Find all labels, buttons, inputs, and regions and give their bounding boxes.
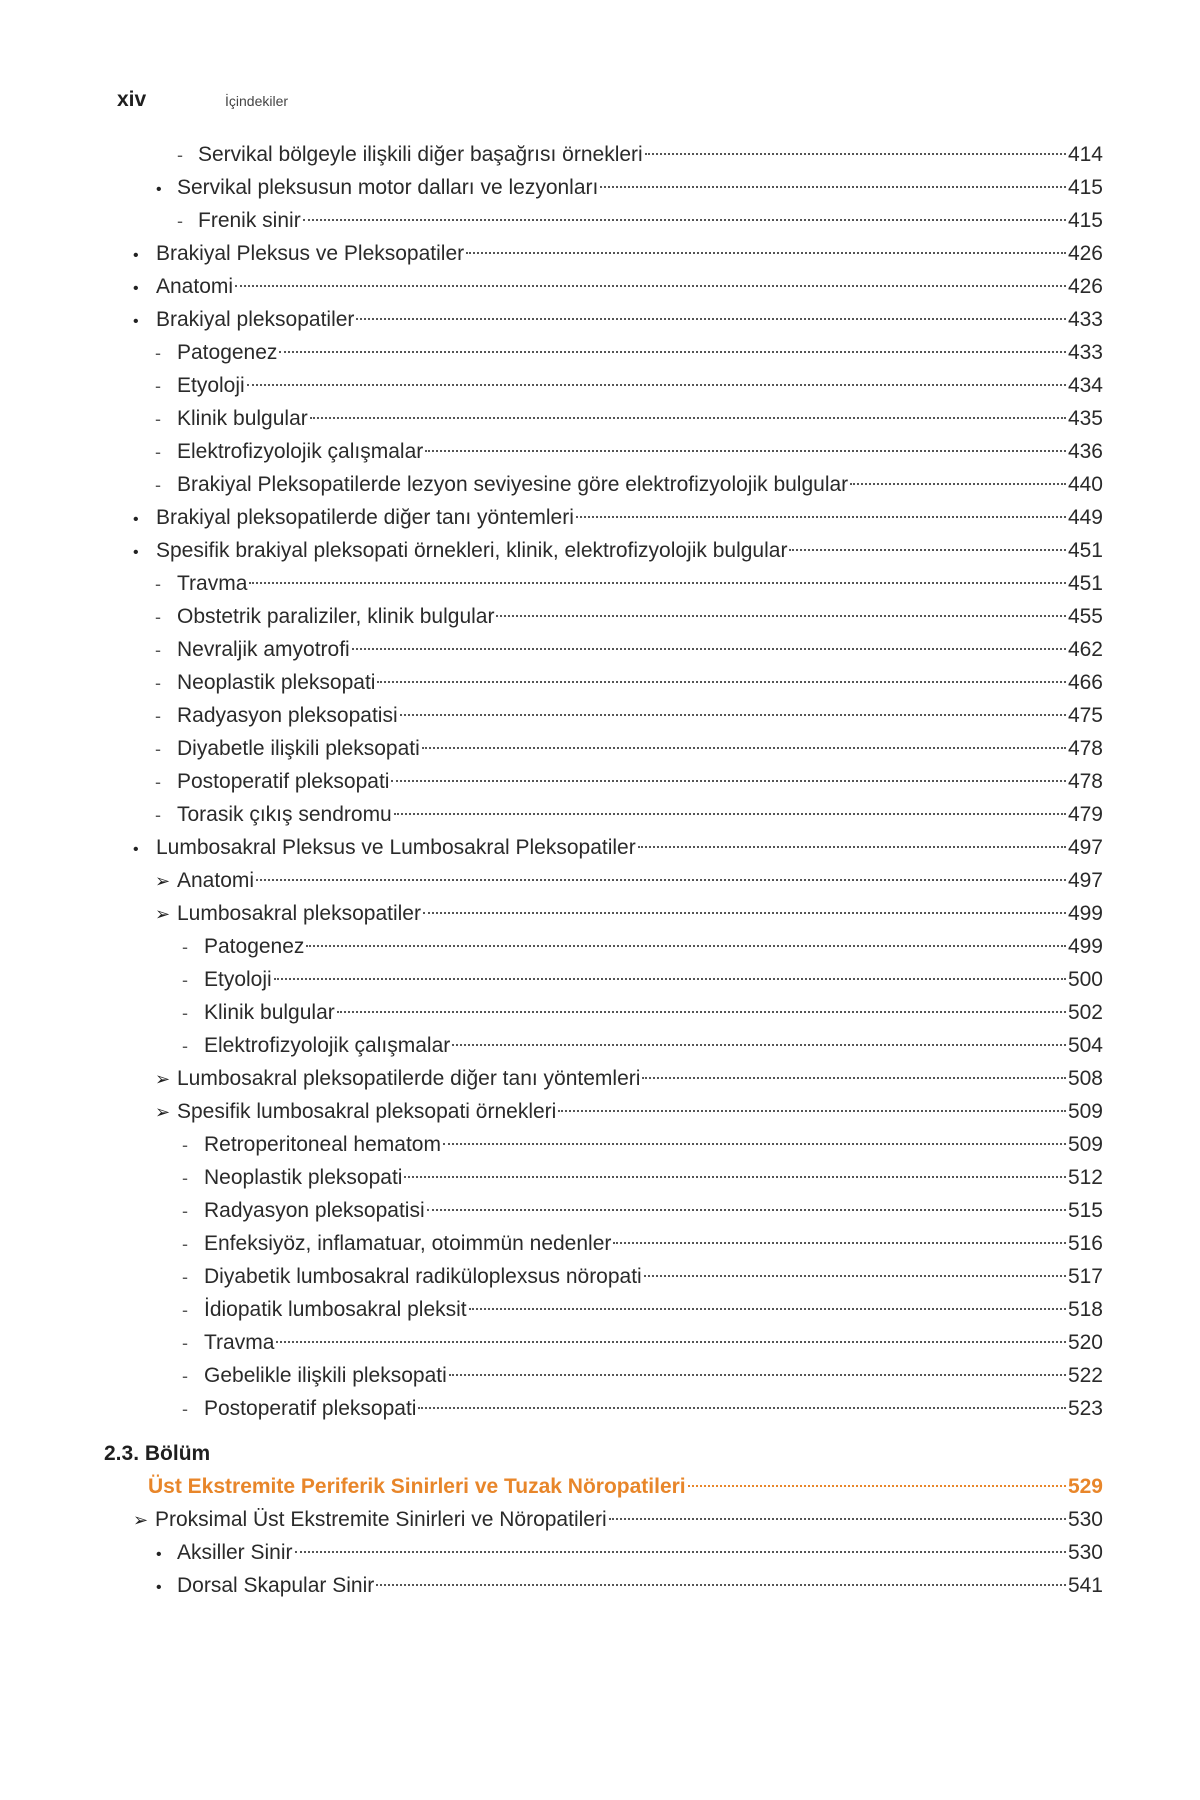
toc-entry-brakiyal-pleksopatilerde-lezyon-seviyesine-gore-elektrofizyolojik-bulgular[interactable] <box>0 468 1103 501</box>
arrow-marker: ➢ <box>155 871 171 891</box>
toc-entry-label: Neoplastik pleksopati <box>177 671 376 694</box>
toc-entry-servikal-pleksusun-motor-dallar-ve-lezyonlar[interactable] <box>0 171 1103 204</box>
dot-leader <box>235 285 1066 287</box>
toc-entry-label: Patogenez <box>177 341 278 364</box>
bullet-marker: • <box>133 280 139 297</box>
toc-entry-label: Torasik çıkış sendromu <box>177 803 392 826</box>
toc-entry-anatomi[interactable] <box>0 270 1103 303</box>
toc-entry-label: Dorsal Skapular Sinir <box>177 1574 375 1597</box>
toc-page-number: 541 <box>1067 1574 1103 1597</box>
toc-page-number: 479 <box>1067 803 1103 826</box>
toc-entry-label: Lumbosakral pleksopatilerde diğer tanı yöntemleri <box>177 1067 641 1090</box>
toc-entry-label: Brakiyal pleksopatilerde diğer tanı yöntemleri <box>156 506 574 529</box>
bullet-marker: • <box>133 511 139 528</box>
dot-leader <box>423 912 1066 914</box>
toc-entry-spesifik-lumbosakral-pleksopati-ornekleri[interactable] <box>0 1095 1103 1128</box>
dot-leader <box>404 1176 1066 1178</box>
dot-leader <box>256 879 1066 881</box>
dash-marker: - <box>182 1366 188 1386</box>
dot-leader <box>466 252 1066 254</box>
dot-leader <box>337 1011 1066 1013</box>
dot-leader <box>425 450 1066 452</box>
toc-page-number: 523 <box>1067 1397 1103 1420</box>
toc-page-number: 478 <box>1067 770 1103 793</box>
bullet-marker: • <box>156 181 162 198</box>
dash-marker: - <box>155 706 161 726</box>
dot-leader <box>247 384 1066 386</box>
toc-page-number: 436 <box>1067 440 1103 463</box>
dash-marker: - <box>155 343 161 363</box>
dot-leader <box>600 186 1066 188</box>
toc-entry-label: Klinik bulgular <box>177 407 308 430</box>
bullet-marker: • <box>133 313 139 330</box>
toc-page-number: 515 <box>1067 1199 1103 1222</box>
dash-marker: - <box>155 574 161 594</box>
toc-entry-travma[interactable] <box>0 567 1103 600</box>
dot-leader <box>274 978 1066 980</box>
dash-marker: - <box>182 1201 188 1221</box>
toc-page-number: 415 <box>1067 209 1103 232</box>
toc-entry-label: Postoperatif pleksopati <box>177 770 390 793</box>
dash-marker: - <box>155 409 161 429</box>
toc-entry-label: Lumbosakral Pleksus ve Lumbosakral Pleksopatiler <box>156 836 636 859</box>
dot-leader <box>303 219 1066 221</box>
page-header <box>117 88 1117 118</box>
dot-leader <box>642 1077 1066 1079</box>
toc-entry-label: Frenik sinir <box>198 209 301 232</box>
toc-entry-torasik-c-k-s-sendromu[interactable] <box>0 798 1103 831</box>
toc-entry-dorsal-skapular-sinir[interactable] <box>0 1569 1103 1602</box>
dot-leader <box>306 945 1066 947</box>
toc-page-number: 499 <box>1067 935 1103 958</box>
toc-entry-gebelikle-iliskili-pleksopati[interactable] <box>0 1359 1103 1392</box>
toc-entry-label: Elektrofizyolojik çalışmalar <box>204 1034 451 1057</box>
dot-leader <box>310 417 1066 419</box>
toc-entry-label: Brakiyal Pleksopatilerde lezyon seviyesine göre elektrofizyolojik bulgular <box>177 473 849 496</box>
toc-entry-brakiyal-pleksus-ve-pleksopatiler[interactable] <box>0 237 1103 270</box>
dash-marker: - <box>182 1036 188 1056</box>
bullet-marker: • <box>156 1546 162 1563</box>
toc-entry-label: Radyasyon pleksopatisi <box>177 704 398 727</box>
dash-marker: - <box>182 1399 188 1419</box>
toc-entry-spesifik-brakiyal-pleksopati-ornekleri-klinik-elektrofizyolojik-bulgular[interactable] <box>0 534 1103 567</box>
toc-entry-travma[interactable] <box>0 1326 1103 1359</box>
dot-leader <box>850 483 1066 485</box>
dot-leader <box>645 153 1066 155</box>
toc-page-number: 520 <box>1067 1331 1103 1354</box>
toc-page-number: 518 <box>1067 1298 1103 1321</box>
dot-leader <box>377 681 1066 683</box>
dash-marker: - <box>182 1168 188 1188</box>
dot-leader <box>279 351 1066 353</box>
dot-leader <box>789 549 1066 551</box>
dot-leader <box>352 648 1066 650</box>
bullet-marker: • <box>156 1579 162 1596</box>
toc-page-number: 426 <box>1067 275 1103 298</box>
toc-entry-frenik-sinir[interactable] <box>0 204 1103 237</box>
toc-page-number: 433 <box>1067 341 1103 364</box>
toc-entry-radyasyon-pleksopatisi[interactable] <box>0 699 1103 732</box>
toc-entry-aksiller-sinir[interactable] <box>0 1536 1103 1569</box>
toc-entry-neoplastik-pleksopati[interactable] <box>0 666 1103 699</box>
toc-page-number: 497 <box>1067 836 1103 859</box>
dot-leader <box>609 1518 1066 1520</box>
bullet-marker: • <box>133 841 139 858</box>
toc-page-number: 478 <box>1067 737 1103 760</box>
dot-leader <box>452 1044 1066 1046</box>
toc-entry-brakiyal-pleksopatiler[interactable] <box>0 303 1103 336</box>
arrow-marker: ➢ <box>155 1102 171 1122</box>
dash-marker: - <box>155 640 161 660</box>
toc-entry-postoperatif-pleksopati[interactable] <box>0 765 1103 798</box>
dash-marker: - <box>182 1300 188 1320</box>
toc-entry-label: Postoperatif pleksopati <box>204 1397 417 1420</box>
toc-page-number: 530 <box>1067 1541 1103 1564</box>
dot-leader <box>418 1407 1065 1409</box>
dash-marker: - <box>155 805 161 825</box>
arrow-marker: ➢ <box>155 904 171 924</box>
toc-entry-enfeksiyoz-inflamatuar-otoimmun-nedenler[interactable] <box>0 1227 1103 1260</box>
toc-page-number: 434 <box>1067 374 1103 397</box>
toc-entry-label: Radyasyon pleksopatisi <box>204 1199 425 1222</box>
dash-marker: - <box>155 607 161 627</box>
toc-entry-anatomi[interactable] <box>0 864 1103 897</box>
dot-leader <box>427 1209 1066 1211</box>
toc-entry-label: Brakiyal pleksopatiler <box>156 308 355 331</box>
section-gap <box>0 1425 1200 1437</box>
dot-leader <box>356 318 1066 320</box>
toc-page-number: 414 <box>1067 143 1103 166</box>
toc-page-number: 475 <box>1067 704 1103 727</box>
toc-page-number: 497 <box>1067 869 1103 892</box>
dot-leader <box>249 582 1066 584</box>
toc-entry-patogenez[interactable] <box>0 336 1103 369</box>
toc-entry-label: Travma <box>204 1331 275 1354</box>
dot-leader <box>644 1275 1066 1277</box>
toc-page-number: 455 <box>1067 605 1103 628</box>
toc-entry-idiopatik-lumbosakral-pleksit[interactable] <box>0 1293 1103 1326</box>
toc-entry-elektrofizyolojik-cal-smalar[interactable] <box>0 435 1103 468</box>
dot-leader <box>449 1374 1066 1376</box>
dot-leader <box>576 516 1066 518</box>
toc-entry-patogenez[interactable] <box>0 930 1103 963</box>
page-number: xiv <box>117 88 147 111</box>
chapter-heading: 2.3. Bölüm <box>104 1442 211 1465</box>
toc-entry-lumbosakral-pleksus-ve-lumbosakral-pleksopatiler[interactable] <box>0 831 1103 864</box>
toc-page-number: 466 <box>1067 671 1103 694</box>
toc-page-number: 462 <box>1067 638 1103 661</box>
dot-leader <box>496 615 1065 617</box>
toc-page-number: 451 <box>1067 539 1103 562</box>
dot-leader <box>688 1485 1066 1487</box>
toc-entry-neoplastik-pleksopati[interactable] <box>0 1161 1103 1194</box>
toc-entry-label: Enfeksiyöz, inflamatuar, otoimmün nedenler <box>204 1232 612 1255</box>
toc-entry-label: Diyabetle ilişkili pleksopati <box>177 737 420 760</box>
toc-page-number: 530 <box>1067 1508 1103 1531</box>
toc-entry-retroperitoneal-hematom[interactable] <box>0 1128 1103 1161</box>
toc-entry-diyabetle-iliskili-pleksopati[interactable] <box>0 732 1103 765</box>
toc-page-number: 500 <box>1067 968 1103 991</box>
toc-page-number: 435 <box>1067 407 1103 430</box>
toc-entry-label: Neoplastik pleksopati <box>204 1166 403 1189</box>
toc-entry-label: Spesifik brakiyal pleksopati örnekleri, klinik, elektrofizyolojik bulgular <box>156 539 788 562</box>
toc-page-number: 516 <box>1067 1232 1103 1255</box>
dash-marker: - <box>182 1003 188 1023</box>
dot-leader <box>295 1551 1066 1553</box>
toc-entry-label: Retroperitoneal hematom <box>204 1133 441 1156</box>
toc-page-number: 451 <box>1067 572 1103 595</box>
toc-entry-diyabetik-lumbosakral-radikuloplexsus-noropati[interactable] <box>0 1260 1103 1293</box>
toc-entry-label: Klinik bulgular <box>204 1001 335 1024</box>
toc-entry-label: Obstetrik paraliziler, klinik bulgular <box>177 605 495 628</box>
dash-marker: - <box>182 970 188 990</box>
toc-entry-label: Patogenez <box>204 935 305 958</box>
dot-leader <box>613 1242 1066 1244</box>
toc-page-number: 449 <box>1067 506 1103 529</box>
toc-entry-postoperatif-pleksopati[interactable] <box>0 1392 1103 1425</box>
toc-page-number: 522 <box>1067 1364 1103 1387</box>
toc-entry-label: Brakiyal Pleksus ve Pleksopatiler <box>156 242 465 265</box>
dash-marker: - <box>182 1333 188 1353</box>
dot-leader <box>638 846 1066 848</box>
toc-entry-label: Nevraljik amyotrofi <box>177 638 350 661</box>
dot-leader <box>400 714 1066 716</box>
toc-entry-obstetrik-paraliziler-klinik-bulgular[interactable] <box>0 600 1103 633</box>
toc-entry-label: Aksiller Sinir <box>177 1541 293 1564</box>
dash-marker: - <box>155 739 161 759</box>
toc-entry-label: Elektrofizyolojik çalışmalar <box>177 440 424 463</box>
dot-leader <box>422 747 1066 749</box>
dot-leader <box>391 780 1065 782</box>
toc-page-number: 509 <box>1067 1133 1103 1156</box>
toc-entry-label: Etyoloji <box>177 374 245 397</box>
toc-entry-label: İdiopatik lumbosakral pleksit <box>204 1298 467 1321</box>
toc-page-number: 504 <box>1067 1034 1103 1057</box>
toc-entry-etyoloji[interactable] <box>0 369 1103 402</box>
toc-page-number: 415 <box>1067 176 1103 199</box>
toc-page-number: 508 <box>1067 1067 1103 1090</box>
arrow-marker: ➢ <box>133 1510 149 1530</box>
toc-entry-label: Travma <box>177 572 248 595</box>
dash-marker: - <box>155 475 161 495</box>
dash-marker: - <box>155 673 161 693</box>
toc-entry-proksimal-ust-ekstremite-sinirleri-ve-noropatileri[interactable] <box>0 1503 1103 1536</box>
running-title: İçindekiler <box>225 93 289 109</box>
arrow-marker: ➢ <box>155 1069 171 1089</box>
toc-entry-brakiyal-pleksopatilerde-diger-tan-yontemleri[interactable] <box>0 501 1103 534</box>
toc-page-number: 499 <box>1067 902 1103 925</box>
toc-entry-klinik-bulgular[interactable] <box>0 996 1103 1029</box>
toc-entry-label: Gebelikle ilişkili pleksopati <box>204 1364 447 1387</box>
toc-entry-nevraljik-amyotrofi[interactable] <box>0 633 1103 666</box>
toc-entry-label: Etyoloji <box>204 968 272 991</box>
toc-entry-label: Proksimal Üst Ekstremite Sinirleri ve Nöropatileri <box>155 1508 607 1531</box>
toc-entry-label: Servikal bölgeyle ilişkili diğer başağrısı örnekleri <box>198 143 643 166</box>
toc-page-number: 426 <box>1067 242 1103 265</box>
toc-entry-etyoloji[interactable] <box>0 963 1103 996</box>
dash-marker: - <box>182 937 188 957</box>
dash-marker: - <box>155 442 161 462</box>
toc-entry-label: Lumbosakral pleksopatiler <box>177 902 421 925</box>
dash-marker: - <box>182 1234 188 1254</box>
bullet-marker: • <box>133 544 139 561</box>
toc-page-number: 433 <box>1067 308 1103 331</box>
chapter-heading-row <box>0 1437 1200 1470</box>
dot-leader <box>276 1341 1066 1343</box>
dash-marker: - <box>155 376 161 396</box>
bullet-marker: • <box>133 247 139 264</box>
dot-leader <box>394 813 1066 815</box>
toc-page-number: 529 <box>1067 1475 1103 1498</box>
toc-entry-servikal-bolgeyle-iliskili-diger-basagr-s-ornekleri[interactable] <box>0 138 1103 171</box>
toc-entry-lumbosakral-pleksopatiler[interactable] <box>0 897 1103 930</box>
dash-marker: - <box>155 772 161 792</box>
toc-entry-label: Spesifik lumbosakral pleksopati örnekleri <box>177 1100 557 1123</box>
toc-entry-label: Üst Ekstremite Periferik Sinirleri ve Tuzak Nöropatileri <box>148 1475 686 1498</box>
dot-leader <box>558 1110 1066 1112</box>
toc-entry-label: Diyabetik lumbosakral radiküloplexsus nöropati <box>204 1265 642 1288</box>
toc-page-number: 512 <box>1067 1166 1103 1189</box>
toc-entry-klinik-bulgular[interactable] <box>0 402 1103 435</box>
toc-entry-radyasyon-pleksopatisi[interactable] <box>0 1194 1103 1227</box>
toc-entry-label: Anatomi <box>156 275 234 298</box>
toc-entry-label: Servikal pleksusun motor dalları ve lezyonları <box>177 176 599 199</box>
toc-entry-lumbosakral-pleksopatilerde-diger-tan-yontemleri[interactable] <box>0 1062 1103 1095</box>
dot-leader <box>469 1308 1066 1310</box>
toc-page-number: 440 <box>1067 473 1103 496</box>
toc-page-number: 517 <box>1067 1265 1103 1288</box>
dash-marker: - <box>182 1267 188 1287</box>
dash-marker: - <box>177 145 183 165</box>
toc-page-number: 509 <box>1067 1100 1103 1123</box>
dash-marker: - <box>177 211 183 231</box>
dot-leader <box>443 1143 1066 1145</box>
dash-marker: - <box>182 1135 188 1155</box>
toc-entry-label: Anatomi <box>177 869 255 892</box>
table-of-contents <box>0 138 1200 1602</box>
toc-page-number: 502 <box>1067 1001 1103 1024</box>
dot-leader <box>376 1584 1066 1586</box>
chapter-title-entry[interactable] <box>0 1470 1103 1503</box>
toc-entry-elektrofizyolojik-cal-smalar[interactable] <box>0 1029 1103 1062</box>
